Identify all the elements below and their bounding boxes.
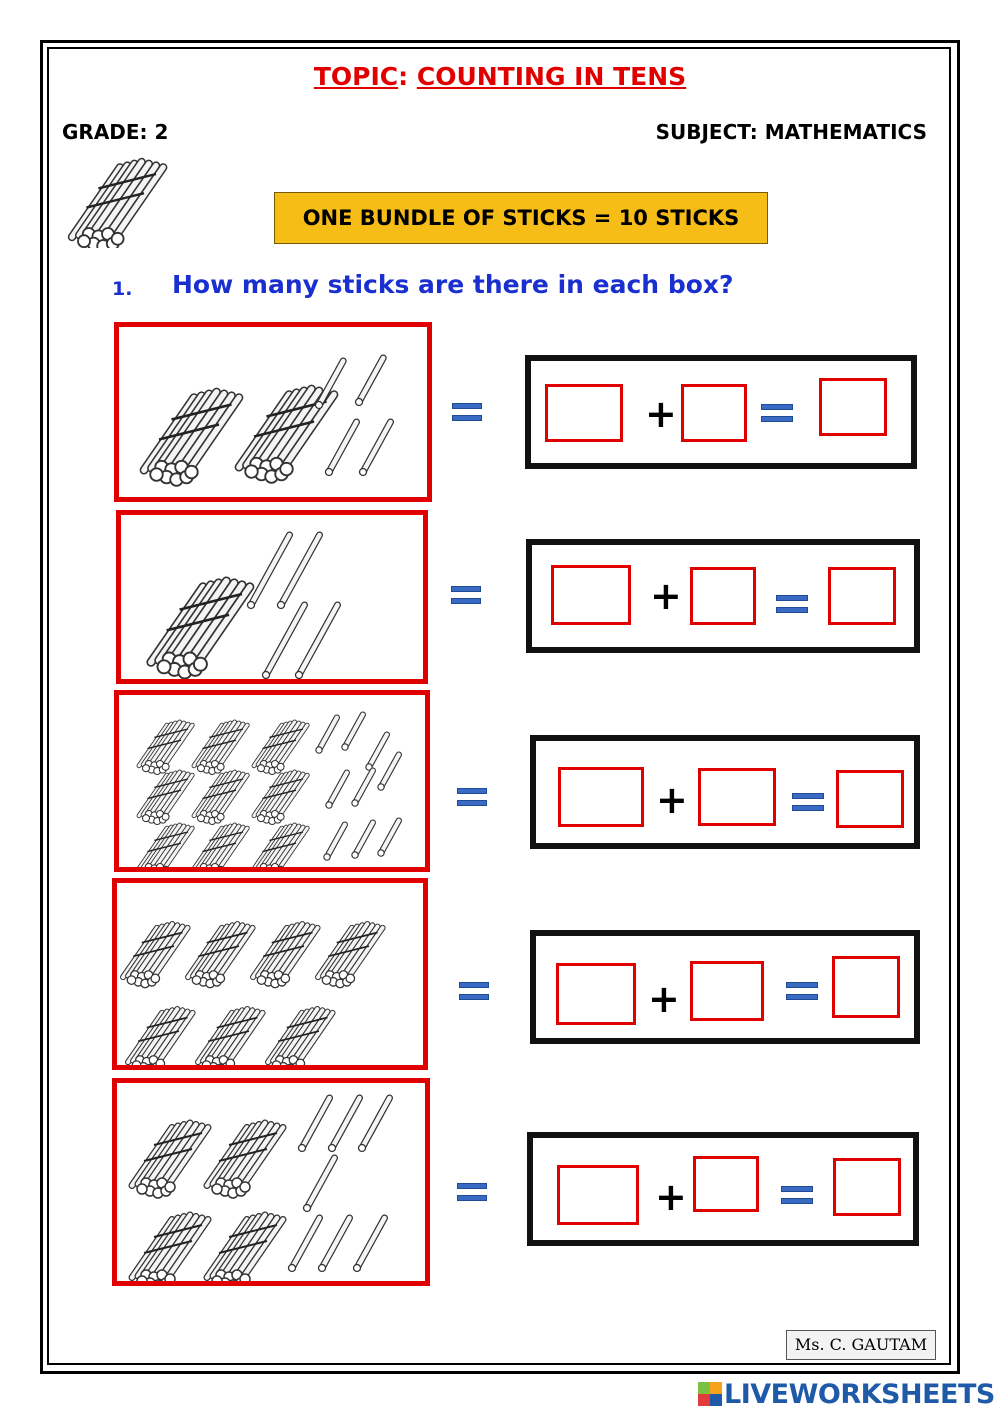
sticks-illustration	[121, 515, 423, 679]
loose-stick	[356, 358, 384, 406]
loose-stick	[316, 718, 337, 754]
sticks-picture-box	[112, 878, 428, 1070]
stick-bundle	[254, 825, 307, 867]
loose-stick	[359, 1098, 390, 1152]
equals-sign	[459, 982, 489, 1002]
total-answer-field[interactable]	[819, 378, 887, 436]
loose-stick	[378, 821, 399, 857]
ones-answer-field[interactable]	[698, 768, 776, 826]
stick-bundle	[132, 1215, 208, 1281]
stick-bundle	[188, 924, 253, 988]
brand-name: LIVEWORKSHEETS	[724, 1378, 995, 1410]
author-label: Ms. C. GAUTAM	[786, 1330, 936, 1360]
equals-sign	[776, 595, 808, 615]
question-text: How many sticks are there in each box?	[172, 270, 734, 299]
sticks-picture-box	[114, 690, 430, 872]
plus-sign: +	[650, 574, 682, 618]
loose-stick	[360, 422, 391, 476]
topic-value: COUNTING IN TENS	[416, 62, 687, 91]
stick-bundle	[253, 924, 318, 988]
stick-bundle	[139, 825, 192, 867]
equals-sign	[457, 788, 487, 808]
grade-label: GRADE: 2	[62, 120, 169, 144]
equals-sign	[792, 793, 824, 813]
loose-stick	[326, 422, 357, 476]
sticks-picture-box	[112, 1078, 430, 1286]
plus-sign: +	[655, 1175, 687, 1219]
answer-box	[530, 735, 920, 849]
stick-bundle	[318, 924, 383, 988]
stick-bundle	[194, 825, 247, 867]
sticks-illustration	[117, 883, 423, 1065]
loose-stick	[342, 715, 363, 751]
stick-bundle	[268, 1009, 333, 1065]
tens-answer-field[interactable]	[557, 1165, 639, 1225]
stick-bundle	[72, 162, 163, 248]
equals-sign	[781, 1186, 813, 1206]
answer-box	[525, 355, 917, 469]
answer-box	[526, 539, 920, 653]
stick-bundle	[254, 722, 307, 775]
stick-bundle	[151, 581, 250, 679]
liveworksheets-icon	[698, 1382, 722, 1406]
bundle-note: ONE BUNDLE OF STICKS = 10 STICKS	[274, 192, 768, 244]
plus-sign: +	[648, 977, 680, 1021]
tens-answer-field[interactable]	[545, 384, 623, 442]
stick-bundle	[139, 772, 192, 825]
stick-bundle	[144, 392, 239, 486]
loose-stick	[378, 755, 399, 791]
tens-answer-field[interactable]	[556, 963, 636, 1025]
page-title	[0, 62, 1000, 91]
stick-bundle	[132, 1123, 208, 1198]
equals-sign	[452, 403, 482, 423]
loose-stick	[366, 735, 387, 771]
stick-bundle	[139, 722, 192, 775]
stick-bundle	[207, 1215, 283, 1281]
equals-sign	[761, 404, 793, 424]
loose-stick	[289, 1218, 320, 1272]
loose-stick	[354, 1218, 385, 1272]
loose-stick	[299, 1098, 330, 1152]
topic-label: TOPIC	[313, 62, 399, 91]
question-number: 1.	[112, 278, 133, 300]
loose-stick	[304, 1158, 335, 1212]
stick-bundle	[198, 1009, 263, 1065]
total-answer-field[interactable]	[828, 567, 896, 625]
loose-stick	[263, 605, 305, 679]
stick-bundle	[254, 772, 307, 825]
loose-stick	[352, 823, 373, 859]
total-answer-field[interactable]	[833, 1158, 901, 1216]
plus-sign: +	[645, 392, 677, 436]
tens-answer-field[interactable]	[551, 565, 631, 625]
sticks-illustration	[117, 1083, 425, 1281]
tens-answer-field[interactable]	[558, 767, 644, 827]
equals-sign	[786, 982, 818, 1002]
total-answer-field[interactable]	[832, 956, 900, 1018]
stick-bundle	[207, 1123, 283, 1198]
loose-stick	[319, 1218, 350, 1272]
total-answer-field[interactable]	[836, 770, 904, 828]
plus-sign: +	[656, 778, 688, 822]
loose-stick	[326, 773, 347, 809]
sticks-picture-box	[114, 322, 432, 502]
answer-box	[530, 930, 920, 1044]
subject-label: SUBJECT: MATHEMATICS	[655, 120, 927, 144]
stick-bundle	[194, 722, 247, 775]
topic-colon: :	[398, 62, 409, 91]
ones-answer-field[interactable]	[693, 1156, 759, 1212]
ones-answer-field[interactable]	[681, 384, 747, 442]
equals-sign	[457, 1183, 487, 1203]
sticks-illustration	[119, 327, 427, 497]
brand-logo	[698, 1378, 995, 1410]
sticks-picture-box	[116, 510, 428, 684]
equals-sign	[451, 586, 481, 606]
sticks-illustration	[119, 695, 425, 867]
loose-stick	[352, 771, 373, 807]
ones-answer-field[interactable]	[690, 961, 764, 1021]
loose-stick	[329, 1098, 360, 1152]
loose-stick	[324, 825, 345, 861]
stick-bundle	[128, 1009, 193, 1065]
ones-answer-field[interactable]	[690, 567, 756, 625]
stick-bundle-icon	[60, 148, 188, 248]
stick-bundle	[194, 772, 247, 825]
answer-box	[527, 1132, 919, 1246]
stick-bundle	[123, 924, 188, 988]
